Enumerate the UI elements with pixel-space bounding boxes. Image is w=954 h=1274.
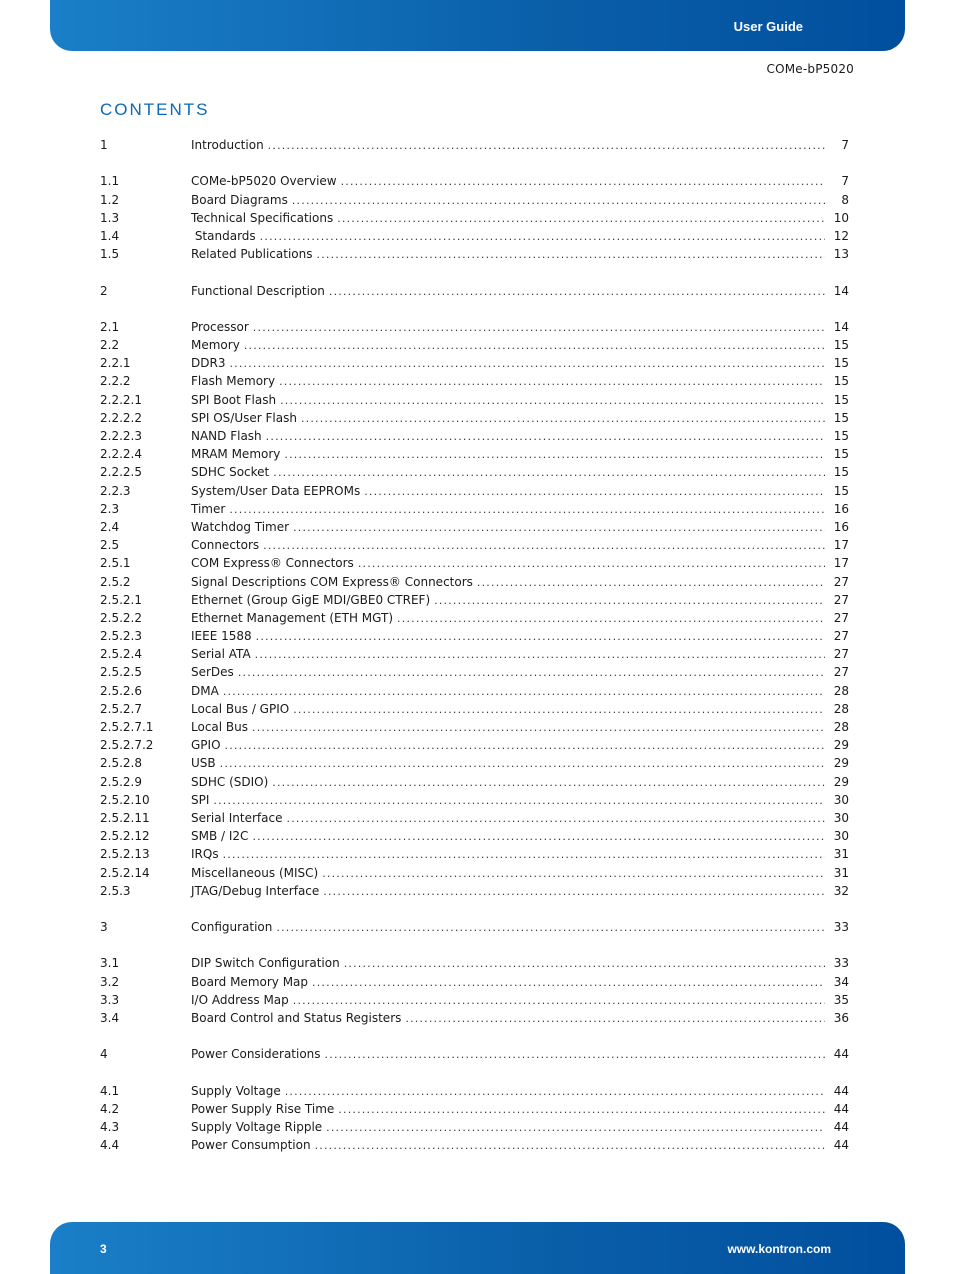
- toc-entry-page: 27: [833, 629, 849, 644]
- toc-entry-page: 15: [833, 465, 849, 480]
- toc-entry-title: System/User Data EEPROMs: [191, 483, 361, 498]
- toc-dot-leader: [293, 992, 825, 1010]
- toc-dot-leader: [263, 537, 825, 555]
- toc-entry-number: 2.5.2.11: [100, 810, 150, 825]
- toc-entry-number: 2.5.2.7.1: [100, 720, 154, 734]
- toc-entry[interactable]: [100, 645, 849, 663]
- toc-entry[interactable]: [100, 864, 849, 882]
- toc-entry-title: Serial Interface: [191, 810, 283, 825]
- toc-dot-leader: [276, 919, 825, 937]
- toc-entry-page: 10: [833, 210, 849, 225]
- toc-dot-leader: [256, 628, 825, 646]
- toc-entry-number: 1.2: [100, 192, 120, 207]
- toc-entry-number: 3.1: [100, 956, 120, 971]
- toc-dot-leader: [220, 755, 825, 773]
- toc-entry-number: 2.5.1: [100, 556, 131, 571]
- toc-entry-page: 28: [833, 720, 849, 734]
- toc-entry-number: 2.3: [100, 501, 120, 516]
- toc-entry-page: 28: [833, 701, 849, 716]
- toc-entry-title: Configuration: [191, 920, 273, 935]
- toc-entry-number: 2.5.2.2: [100, 610, 142, 625]
- toc-dot-leader: [287, 810, 826, 828]
- toc-entry-title: JTAG/Debug Interface: [191, 883, 320, 898]
- toc-entry-number: 2.2.2.2: [100, 410, 142, 425]
- toc-dot-leader: [280, 392, 825, 410]
- toc-dot-leader: [337, 210, 825, 228]
- toc-entry-title: USB: [191, 756, 216, 771]
- toc-entry-number: 1.5: [100, 247, 120, 262]
- toc-entry-title: Related Publications: [191, 247, 313, 262]
- toc-dot-leader: [272, 774, 825, 792]
- toc-dot-leader: [326, 1119, 825, 1137]
- toc-entry-title: COMe-bP5020 Overview: [191, 174, 337, 189]
- toc-entry-page: 28: [833, 683, 849, 698]
- toc-dot-leader: [405, 1010, 825, 1028]
- toc-entry-title: SPI OS/User Flash: [191, 410, 297, 425]
- toc-dot-leader: [325, 1046, 825, 1064]
- toc-entry-page: 7: [841, 138, 849, 152]
- toc-entry-title: Memory: [191, 338, 240, 353]
- toc-entry-number: 1.3: [100, 210, 120, 225]
- toc-entry[interactable]: [100, 845, 849, 863]
- toc-entry-page: 44: [833, 1120, 849, 1135]
- toc-entry-number: 1: [100, 138, 108, 152]
- toc-entry-title: SPI Boot Flash: [191, 392, 277, 407]
- toc-entry-page: 31: [833, 865, 849, 880]
- toc-entry[interactable]: [100, 554, 849, 572]
- toc-dot-leader: [252, 719, 825, 737]
- toc-dot-leader: [223, 846, 825, 864]
- toc-entry-page: 44: [833, 1047, 849, 1062]
- toc-entry-number: 2.5.2.1: [100, 592, 142, 607]
- toc-dot-leader: [317, 246, 826, 264]
- toc-entry[interactable]: [100, 282, 849, 300]
- toc-dot-leader: [312, 974, 825, 992]
- toc-entry-number: 2.2.2.3: [100, 429, 142, 443]
- toc-entry-title: IRQs: [191, 847, 219, 862]
- toc-entry-number: 2.5.2.13: [100, 847, 150, 862]
- toc-dot-leader: [397, 610, 825, 628]
- toc-entry-page: 27: [833, 647, 849, 662]
- toc-entry-number: 2.5.2: [100, 574, 131, 589]
- toc-entry[interactable]: [100, 973, 849, 991]
- footer-bar: [50, 1222, 905, 1274]
- toc-entry[interactable]: [100, 172, 849, 190]
- toc-entry[interactable]: [100, 591, 849, 609]
- toc-dot-leader: [344, 955, 825, 973]
- toc-entry[interactable]: [100, 736, 849, 754]
- toc-dot-leader: [338, 1101, 825, 1119]
- toc-entry-title: SDHC Socket: [191, 465, 270, 480]
- toc-entry-page: 30: [833, 810, 849, 825]
- toc-entry-number: 4.2: [100, 1101, 120, 1116]
- toc-entry[interactable]: [100, 318, 849, 336]
- toc-entry[interactable]: [100, 754, 849, 772]
- toc-entry-title: Introduction: [191, 138, 264, 152]
- toc-entry-page: 15: [833, 374, 849, 389]
- toc-dot-leader: [273, 464, 825, 482]
- toc-entry-number: 2.2.1: [100, 356, 131, 371]
- toc-entry[interactable]: [100, 536, 849, 554]
- footer-url-link[interactable]: www.kontron.com: [727, 1242, 831, 1256]
- toc-entry-title: Signal Descriptions COM Express® Connectors: [191, 574, 473, 589]
- toc-entry[interactable]: [100, 191, 849, 209]
- toc-entry-page: 8: [841, 192, 849, 207]
- toc-dot-leader: [225, 737, 825, 755]
- toc-dot-leader: [301, 410, 825, 428]
- toc-entry-number: 2.5.3: [100, 883, 131, 898]
- toc-entry-number: 2: [100, 283, 108, 298]
- toc-entry-title: Board Memory Map: [191, 974, 309, 989]
- toc-entry-title: Serial ATA: [191, 647, 251, 662]
- toc-entry-number: 1.1: [100, 174, 120, 189]
- toc-entry-page: 16: [833, 501, 849, 516]
- toc-entry-page: 32: [833, 883, 849, 898]
- table-of-contents: [100, 136, 849, 1155]
- toc-entry-page: 30: [833, 792, 849, 807]
- toc-dot-leader: [268, 137, 825, 155]
- toc-entry-number: 2.5.2.7: [100, 701, 142, 716]
- toc-entry[interactable]: [100, 954, 849, 972]
- toc-entry-page: 15: [833, 429, 849, 443]
- toc-dot-leader: [315, 1137, 825, 1155]
- toc-entry-page: 44: [833, 1083, 849, 1098]
- toc-dot-leader: [213, 792, 825, 810]
- toc-entry-title: Ethernet Management (ETH MGT): [191, 610, 394, 625]
- toc-entry[interactable]: [100, 682, 849, 700]
- toc-entry-page: 27: [833, 610, 849, 625]
- toc-entry-number: 1.4: [100, 228, 120, 243]
- toc-entry[interactable]: [100, 136, 849, 154]
- toc-entry-title: Supply Voltage: [191, 1083, 281, 1098]
- toc-entry[interactable]: [100, 809, 849, 827]
- toc-entry-page: 44: [833, 1138, 849, 1153]
- toc-entry-title: Functional Description: [191, 283, 325, 298]
- toc-entry[interactable]: [100, 1082, 849, 1100]
- toc-entry-page: 15: [833, 338, 849, 353]
- toc-entry-title: Standards: [191, 228, 256, 243]
- toc-entry-page: 31: [833, 847, 849, 862]
- toc-entry-number: 2.5.2.12: [100, 829, 150, 844]
- toc-entry[interactable]: [100, 663, 849, 681]
- toc-entry-title: Power Supply Rise Time: [191, 1101, 335, 1116]
- toc-entry-title: Power Considerations: [191, 1047, 321, 1062]
- toc-entry-number: 4.3: [100, 1120, 120, 1135]
- toc-entry-title: DDR3: [191, 356, 226, 371]
- toc-dot-leader: [223, 683, 825, 701]
- toc-entry[interactable]: [100, 427, 849, 445]
- toc-dot-leader: [285, 1083, 825, 1101]
- toc-entry[interactable]: [100, 482, 849, 500]
- toc-entry-number: 2.2: [100, 338, 120, 353]
- toc-entry-page: 30: [833, 829, 849, 844]
- toc-entry-title: DIP Switch Configuration: [191, 956, 340, 971]
- toc-entry-title: NAND Flash: [191, 429, 262, 443]
- toc-dot-leader: [229, 501, 825, 519]
- toc-dot-leader: [279, 373, 825, 391]
- toc-entry-page: 15: [833, 356, 849, 371]
- toc-entry[interactable]: [100, 391, 849, 409]
- toc-entry-number: 2.5.2.9: [100, 774, 142, 789]
- toc-entry-number: 2.2.2.1: [100, 392, 142, 407]
- toc-entry[interactable]: [100, 1118, 849, 1136]
- toc-entry[interactable]: [100, 445, 849, 463]
- toc-entry[interactable]: [100, 1100, 849, 1118]
- toc-entry[interactable]: [100, 336, 849, 354]
- toc-entry-page: 17: [833, 556, 849, 571]
- toc-dot-leader: [293, 519, 825, 537]
- footer-page-number: 3: [100, 1242, 107, 1256]
- toc-entry-title: Watchdog Timer: [191, 519, 290, 534]
- toc-entry-number: 2.5.2.6: [100, 683, 142, 698]
- toc-entry-number: 2.5.2.7.2: [100, 738, 154, 753]
- header-bar: [50, 0, 905, 51]
- toc-entry[interactable]: [100, 409, 849, 427]
- toc-entry[interactable]: [100, 500, 849, 518]
- toc-entry-number: 2.5: [100, 538, 120, 553]
- toc-entry[interactable]: [100, 627, 849, 645]
- header-title: User Guide: [733, 19, 803, 34]
- toc-entry[interactable]: [100, 882, 849, 900]
- toc-entry-page: 36: [833, 1011, 849, 1025]
- toc-entry-page: 27: [833, 665, 849, 680]
- toc-entry-title: SerDes: [191, 665, 234, 680]
- toc-entry-number: 2.2.3: [100, 483, 131, 498]
- toc-entry[interactable]: [100, 209, 849, 227]
- toc-entry-number: 2.5.2.8: [100, 756, 142, 771]
- toc-entry-page: 29: [833, 738, 849, 753]
- toc-entry-title: COM Express® Connectors: [191, 556, 354, 571]
- toc-entry[interactable]: [100, 700, 849, 718]
- toc-entry[interactable]: [100, 518, 849, 536]
- toc-entry-page: 29: [833, 756, 849, 771]
- toc-entry-title: Connectors: [191, 538, 260, 553]
- toc-entry-title: Power Consumption: [191, 1138, 311, 1153]
- toc-entry[interactable]: [100, 354, 849, 372]
- toc-dot-leader: [329, 283, 825, 301]
- toc-entry-page: 15: [833, 410, 849, 425]
- toc-entry-page: 15: [833, 483, 849, 498]
- toc-entry-title: Ethernet (Group GigE MDI/GBE0 CTREF): [191, 592, 431, 607]
- toc-entry-title: Timer: [191, 501, 226, 516]
- toc-entry-title: SPI: [191, 792, 210, 807]
- toc-entry-number: 3.2: [100, 974, 120, 989]
- toc-entry[interactable]: [100, 245, 849, 263]
- toc-dot-leader: [255, 646, 825, 664]
- product-name: COMe-bP5020: [766, 62, 854, 76]
- toc-entry-title: I/O Address Map: [191, 992, 289, 1007]
- toc-entry-title: DMA: [191, 683, 219, 698]
- toc-entry[interactable]: [100, 773, 849, 791]
- toc-entry[interactable]: [100, 609, 849, 627]
- toc-entry-number: 2.5.2.4: [100, 647, 142, 662]
- toc-entry-number: 2.2.2.4: [100, 447, 142, 462]
- toc-entry-title: GPIO: [191, 738, 221, 753]
- toc-entry-page: 16: [833, 519, 849, 534]
- toc-entry-page: 12: [833, 228, 849, 243]
- toc-dot-leader: [284, 446, 825, 464]
- toc-entry-page: 14: [833, 283, 849, 298]
- toc-dot-leader: [434, 592, 825, 610]
- toc-dot-leader: [364, 483, 825, 501]
- toc-entry-title: MRAM Memory: [191, 447, 281, 462]
- toc-entry-page: 34: [833, 974, 849, 989]
- toc-entry[interactable]: [100, 1045, 849, 1063]
- toc-entry-number: 3.4: [100, 1011, 120, 1025]
- contents-heading: CONTENTS: [100, 100, 210, 119]
- toc-entry[interactable]: [100, 991, 849, 1009]
- toc-dot-leader: [266, 428, 825, 446]
- toc-entry-number: 2.4: [100, 519, 120, 534]
- toc-entry-page: 17: [833, 538, 849, 553]
- toc-entry-page: 14: [833, 319, 849, 334]
- toc-entry-page: 27: [833, 574, 849, 589]
- toc-entry[interactable]: [100, 918, 849, 936]
- toc-entry-number: 3: [100, 920, 108, 935]
- toc-dot-leader: [229, 355, 825, 373]
- toc-entry-page: 27: [833, 592, 849, 607]
- toc-entry-number: 2.1: [100, 319, 120, 334]
- toc-dot-leader: [253, 319, 825, 337]
- toc-entry-page: 33: [833, 956, 849, 971]
- toc-dot-leader: [293, 701, 825, 719]
- toc-entry[interactable]: [100, 463, 849, 481]
- toc-dot-leader: [322, 865, 825, 883]
- toc-entry-page: 7: [841, 174, 849, 189]
- toc-entry-page: 44: [833, 1101, 849, 1116]
- toc-entry[interactable]: [100, 1009, 849, 1027]
- toc-dot-leader: [292, 192, 825, 210]
- toc-entry-number: 2.5.2.10: [100, 792, 150, 807]
- toc-entry-title: Local Bus / GPIO: [191, 701, 290, 716]
- toc-entry-number: 4.4: [100, 1138, 120, 1153]
- toc-entry-title: Local Bus: [191, 720, 249, 734]
- toc-entry[interactable]: [100, 827, 849, 845]
- toc-entry-title: Board Control and Status Registers: [191, 1011, 402, 1025]
- toc-entry-page: 15: [833, 392, 849, 407]
- toc-entry-number: 2.5.2.14: [100, 865, 150, 880]
- toc-dot-leader: [238, 664, 825, 682]
- toc-entry-page: 29: [833, 774, 849, 789]
- toc-entry-number: 4.1: [100, 1083, 120, 1098]
- toc-dot-leader: [252, 828, 825, 846]
- toc-entry[interactable]: [100, 227, 849, 245]
- toc-entry-number: 4: [100, 1047, 108, 1062]
- toc-dot-leader: [477, 574, 825, 592]
- toc-entry[interactable]: [100, 791, 849, 809]
- toc-entry-page: 33: [833, 920, 849, 935]
- toc-entry[interactable]: [100, 372, 849, 390]
- toc-entry-number: 2.2.2.5: [100, 465, 142, 480]
- toc-entry-page: 15: [833, 447, 849, 462]
- toc-entry-number: 2.5.2.3: [100, 629, 142, 644]
- toc-dot-leader: [341, 173, 825, 191]
- toc-entry-title: Technical Specifications: [191, 210, 334, 225]
- toc-dot-leader: [358, 555, 825, 573]
- toc-entry-page: 35: [833, 992, 849, 1007]
- toc-entry-title: Board Diagrams: [191, 192, 288, 207]
- toc-entry-title: Supply Voltage Ripple: [191, 1120, 323, 1135]
- toc-entry[interactable]: [100, 573, 849, 591]
- toc-entry[interactable]: [100, 718, 849, 736]
- toc-entry-title: SDHC (SDIO): [191, 774, 269, 789]
- toc-entry-page: 13: [833, 247, 849, 262]
- toc-dot-leader: [244, 337, 825, 355]
- toc-entry[interactable]: [100, 1136, 849, 1154]
- toc-entry-number: 3.3: [100, 992, 120, 1007]
- toc-entry-title: Miscellaneous (MISC): [191, 865, 319, 880]
- toc-entry-title: Processor: [191, 319, 249, 334]
- toc-dot-leader: [323, 883, 825, 901]
- toc-entry-title: IEEE 1588: [191, 629, 252, 644]
- toc-dot-leader: [260, 228, 825, 246]
- toc-entry-number: 2.2.2: [100, 374, 131, 389]
- toc-entry-title: SMB / I2C: [191, 829, 249, 844]
- toc-entry-number: 2.5.2.5: [100, 665, 142, 680]
- toc-entry-title: Flash Memory: [191, 374, 276, 389]
